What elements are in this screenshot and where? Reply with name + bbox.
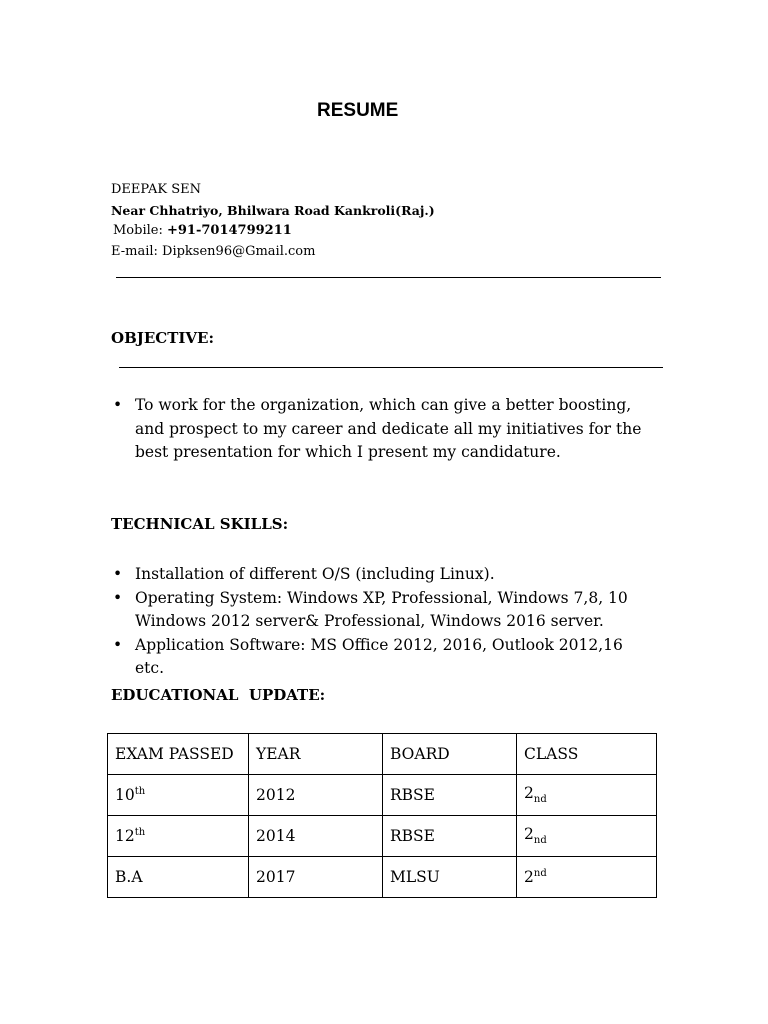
exam-cell: 10th [108, 775, 249, 816]
list-item: • Operating System: Windows XP, Professional, Windows 7,8, 10 Windows 2012 server& Professional, Windows 2016 server. [111, 587, 651, 634]
education-table [107, 733, 657, 898]
divider-objective [119, 367, 663, 368]
table-row [108, 775, 657, 816]
list-item: • To work for the organization, which can give a better boosting, and prospect to my career and dedicate all my initiatives for the best presentation for which I present my candidature. [111, 394, 651, 465]
column-header-year: YEAR [249, 734, 383, 775]
list-item: • Installation of different O/S (including Linux). [111, 563, 651, 587]
educational-update-heading: EDUCATIONAL UPDATE: [111, 686, 326, 704]
objective-heading: OBJECTIVE: [111, 329, 215, 347]
board-cell: RBSE [383, 816, 517, 857]
candidate-name: DEEPAK SEN [111, 182, 201, 197]
address: Near Chhatriyo, Bhilwara Road Kankroli(Raj.) [111, 202, 435, 218]
mobile-line [111, 221, 435, 242]
class-cell: $2_{nd}$ [517, 775, 657, 816]
class-cell: 2nd [517, 857, 657, 898]
year-cell: 2014 [249, 816, 383, 857]
objective-list [111, 394, 651, 465]
column-header-board: BOARD [383, 734, 517, 775]
class-cell: $2_{nd}$ [517, 816, 657, 857]
table-row [108, 857, 657, 898]
mobile-number: +91-7014799211 [166, 223, 292, 238]
list-item: • Application Software: MS Office 2012, 2016, Outlook 2012,16 etc. [111, 634, 651, 681]
table-row [108, 816, 657, 857]
year-cell: 2012 [249, 775, 383, 816]
resume-title: RESUME [317, 100, 399, 121]
skills-list [111, 563, 651, 681]
divider-contact [116, 277, 661, 278]
board-cell: MLSU [383, 857, 517, 898]
technical-skills-heading: TECHNICAL SKILLS: [111, 515, 289, 533]
contact-block [111, 180, 435, 262]
column-header-exam: EXAM PASSED [108, 734, 249, 775]
board-cell: RBSE [383, 775, 517, 816]
email-line: E-mail: Dipksen96@Gmail.com [111, 243, 316, 259]
mobile-label: Mobile: [113, 223, 167, 238]
exam-cell: 12th [108, 816, 249, 857]
column-header-class: CLASS [517, 734, 657, 775]
exam-cell: B.A [108, 857, 249, 898]
year-cell: 2017 [249, 857, 383, 898]
table-header-row [108, 734, 657, 775]
